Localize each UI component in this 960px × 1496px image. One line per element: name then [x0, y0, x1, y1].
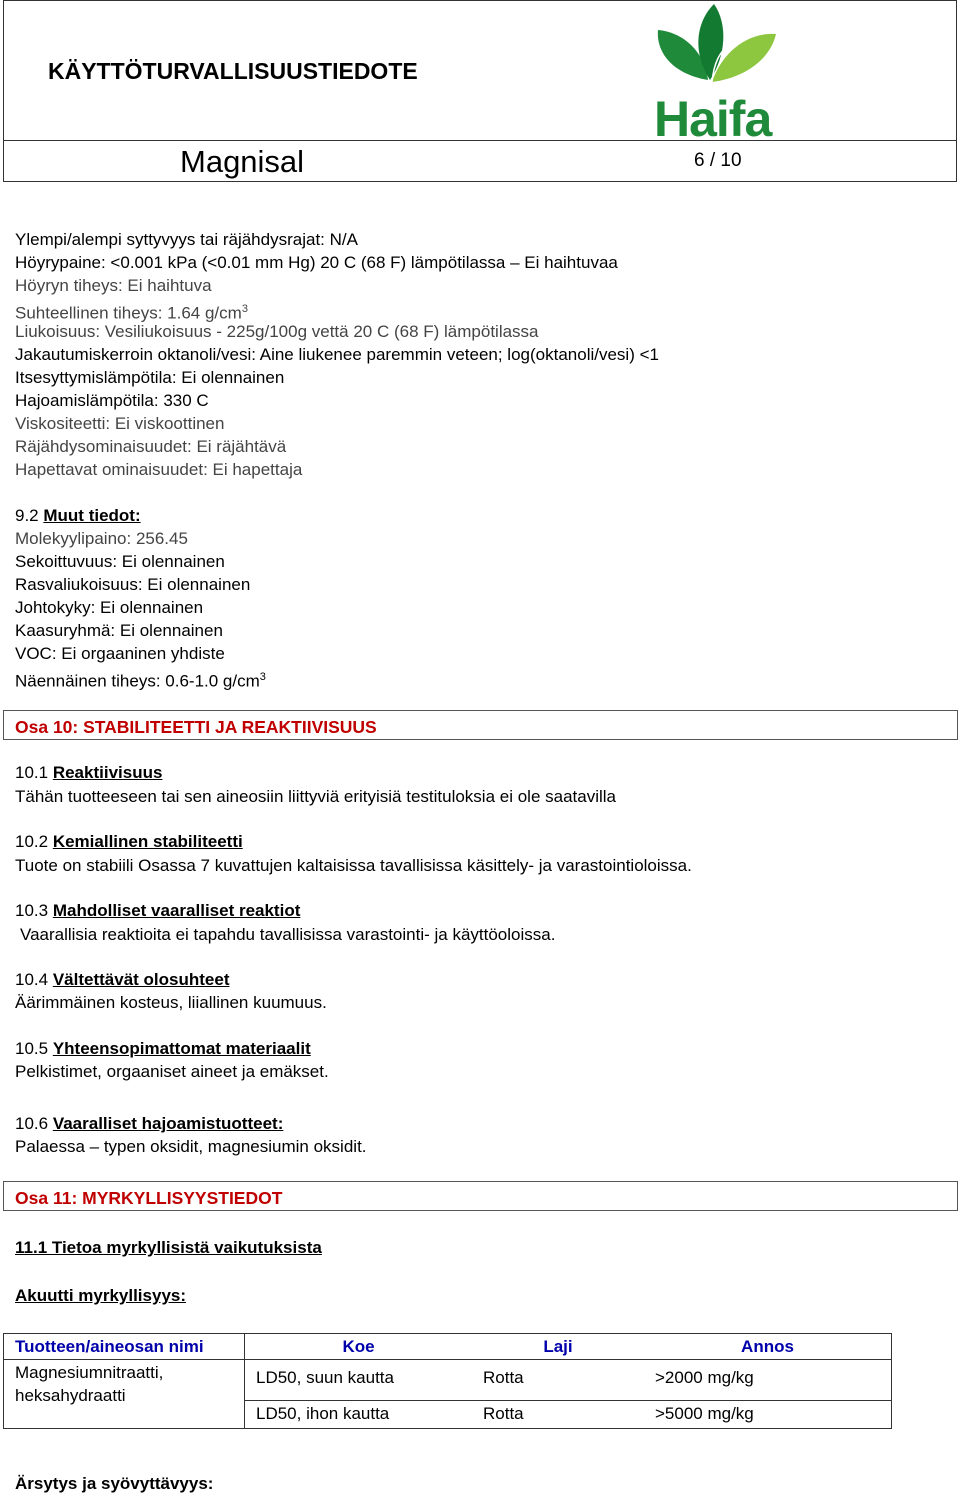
table-row: [4, 1360, 892, 1401]
acute-toxicity-heading: Akuutti myrkyllisyys:: [15, 1286, 187, 1305]
cell-dose: >5000 mg/kg: [644, 1401, 892, 1429]
cell-test: LD50, suun kautta: [245, 1360, 473, 1401]
cell-species: Rotta: [472, 1401, 644, 1429]
prop-viscosity: Viskositeetti: Ei viskoottinen: [15, 414, 225, 433]
table-header-row: [4, 1334, 892, 1360]
item-voc: VOC: Ei orgaaninen yhdiste: [15, 644, 225, 663]
item-gas-group: Kaasuryhmä: Ei olennainen: [15, 621, 223, 640]
prop-vapour-pressure: Höyrypaine: <0.001 kPa (<0.01 mm Hg) 20 C (68 F) lämpötilassa – Ei haihtuvaa: [15, 253, 618, 272]
section-10-3-heading: 10.3 Mahdolliset vaaralliset reaktiot: [15, 901, 301, 920]
section-10-5-heading: 10.5 Yhteensopimattomat materiaalit: [15, 1039, 311, 1058]
haifa-logo: [652, 2, 782, 145]
col-header-substance: Tuotteen/aineosan nimi: [4, 1334, 245, 1360]
col-header-dose: Annos: [644, 1334, 892, 1360]
section-11-title: Osa 11: MYRKYLLISYYSTIEDOT: [15, 1188, 283, 1208]
item-molecular-weight: Molekyylipaino: 256.45: [15, 529, 188, 548]
section-10-6-heading: 10.6 Vaaralliset hajoamistuotteet:: [15, 1114, 284, 1133]
document-title: KÄYTTÖTURVALLISUUSTIEDOTE: [48, 58, 418, 84]
irritation-heading: Ärsytys ja syövyttävyys:: [15, 1474, 214, 1493]
svg-text:Haifa: Haifa: [654, 91, 772, 140]
section-10-4-text: Äärimmäinen kosteus, liiallinen kuumuus.: [15, 993, 327, 1012]
prop-decomposition: Hajoamislämpötila: 330 C: [15, 391, 209, 410]
cell-test: LD50, ihon kautta: [245, 1401, 473, 1429]
section-10-6-text: Palaessa – typen oksidit, magnesiumin oksidit.: [15, 1137, 367, 1156]
header-frame: [3, 0, 957, 182]
item-conductivity: Johtokyky: Ei olennainen: [15, 598, 204, 617]
prop-oxidising: Hapettavat ominaisuudet: Ei hapettaja: [15, 460, 303, 479]
section-10-3-text: Vaarallisia reaktioita ei tapahdu tavallisissa varastointi- ja käyttöoloissa.: [20, 925, 556, 944]
prop-partition: Jakautumiskerroin oktanoli/vesi: Aine liukenee paremmin veteen; log(oktanoli/vesi) <1: [15, 345, 659, 364]
section-10-1-heading: 10.1 Reaktiivisuus: [15, 763, 163, 782]
section-10-1-text: Tähän tuotteeseen tai sen aineosiin liittyviä erityisiä testituloksia ei ole saatavilla: [15, 787, 616, 806]
prop-autoignition: Itsesyttymislämpötila: Ei olennainen: [15, 368, 285, 387]
prop-explosive: Räjähdysominaisuudet: Ei räjähtävä: [15, 437, 287, 456]
section-10-2-heading: 10.2 Kemiallinen stabiliteetti: [15, 832, 243, 851]
header-divider: [3, 140, 957, 141]
cell-dose: >2000 mg/kg: [644, 1360, 892, 1401]
item-miscibility: Sekoittuvuus: Ei olennainen: [15, 552, 225, 571]
prop-solubility: Liukoisuus: Vesiliukoisuus - 225g/100g vettä 20 C (68 F) lämpötilassa: [15, 322, 539, 341]
section-9-2-heading: 9.2 Muut tiedot:: [15, 506, 141, 525]
section-10-title: Osa 10: STABILITEETTI JA REAKTIIVISUUS: [15, 717, 377, 737]
toxicity-table: [3, 1333, 892, 1429]
col-header-species: Laji: [472, 1334, 644, 1360]
prop-relative-density: Suhteellinen tiheys: 1.64 $g/cm^3$: [15, 303, 248, 323]
col-header-test: Koe: [245, 1334, 473, 1360]
section-10-4-heading: 10.4 Vältettävät olosuhteet: [15, 970, 230, 989]
item-bulk-density: Näennäinen tiheys: 0.6-1.0 $g/cm^3$: [15, 671, 266, 691]
product-name: Magnisal: [180, 144, 305, 179]
section-11-1-heading: 11.1 Tietoa myrkyllisistä vaikutuksista: [15, 1238, 322, 1257]
section-10-5-text: Pelkistimet, orgaaniset aineet ja emäkset.: [15, 1062, 329, 1081]
cell-substance: Magnesiumnitraatti, heksahydraatti: [4, 1360, 245, 1429]
page-number: 6 / 10: [694, 150, 742, 171]
section-10-2-text: Tuote on stabiili Osassa 7 kuvattujen kaltaisissa tavallisissa käsittely- ja varastointioloissa.: [15, 856, 692, 875]
prop-vapour-density: Höyryn tiheys: Ei haihtuva: [15, 276, 212, 295]
item-fat-solubility: Rasvaliukoisuus: Ei olennainen: [15, 575, 251, 594]
cell-species: Rotta: [472, 1360, 644, 1401]
prop-flammability: Ylempi/alempi syttyvyys tai räjähdysrajat: N/A: [15, 230, 358, 249]
